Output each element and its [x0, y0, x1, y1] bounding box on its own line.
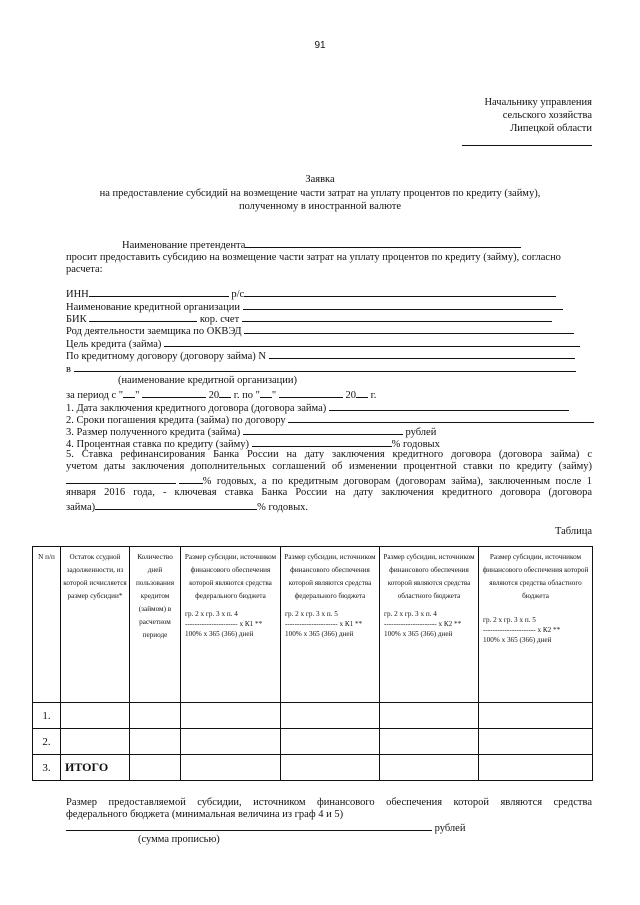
item-4-field[interactable] [252, 437, 392, 447]
rs-label: р/с [231, 289, 245, 300]
header-days-label: Количество дней пользования кредитом (займом) в расчетном периоде [135, 553, 175, 639]
table-cell[interactable] [380, 703, 479, 729]
period-to-day[interactable] [260, 388, 272, 398]
formula-denominator: 100% х 365 (366) дней [185, 630, 254, 638]
table-cell[interactable] [61, 729, 130, 755]
contract-field[interactable] [269, 349, 575, 359]
applicant-text-2: расчета: [66, 264, 103, 275]
item-5-rate-field[interactable] [66, 474, 176, 484]
okved-row [66, 324, 574, 338]
header-fed-5-label: Размер субсидии, источником финансового обеспечения которой являются средства федерального бюджета [284, 553, 376, 600]
item-5-line-5-row [66, 500, 308, 514]
item-3-field[interactable] [243, 425, 403, 435]
item-3-label: 3. Размер полученного кредита (займа) [66, 427, 241, 438]
table-cell[interactable] [181, 755, 281, 781]
period-from-year[interactable] [219, 388, 231, 398]
item-5-rate-field-2[interactable] [179, 474, 203, 484]
total-label: ИТОГО [61, 755, 130, 781]
header-fed-4-formula [182, 609, 279, 639]
formula-divider: ---------------------- х К1 ** [185, 620, 263, 628]
okved-field[interactable] [244, 324, 574, 334]
footer-line-1: Размер предоставляемой субсидии, источником финансового обеспечения которой являются средства [66, 797, 592, 808]
title-line-3: полученному в иностранной валюте [238, 201, 402, 212]
item-5-line-3: % годовых, а по кредитным договорам (договорам займа), заключенным после 1 [202, 476, 592, 487]
kor-field[interactable] [242, 312, 552, 322]
header-fed-5-formula [282, 609, 378, 639]
bik-label: БИК [66, 314, 87, 325]
item-5-line-3-row [66, 474, 592, 488]
inn-row [66, 287, 556, 301]
row-number: 3. [33, 755, 61, 781]
header-cell-num [33, 547, 61, 703]
title-line-2: на предоставление субсидий на возмещение части затрат на уплату процентов по кредиту (займу), [99, 187, 541, 199]
period-row [66, 388, 376, 402]
header-cell-balance [61, 547, 130, 703]
period-from-day[interactable] [123, 388, 135, 398]
bank-row [66, 362, 576, 376]
formula-numerator: гр. 2 х гр. 3 х п. 4 [384, 610, 437, 618]
period-from-month[interactable] [142, 388, 206, 398]
table-cell[interactable] [281, 729, 380, 755]
period-to-year[interactable] [356, 388, 368, 398]
applicant-text-1: просит предоставить субсидию на возмещение части затрат на уплату процентов по кредиту (займу), согласно [66, 252, 561, 263]
subsidy-table [32, 546, 593, 781]
credit-org-note: (наименование кредитной организации) [118, 375, 297, 386]
header-num-label: N п/п [38, 553, 55, 561]
bank-field[interactable] [74, 362, 576, 372]
kor-label: кор. счет [199, 314, 240, 325]
item-5-line-5-label: займа) [66, 502, 96, 513]
header-cell-reg-4 [380, 547, 479, 703]
footer-amount-row [66, 821, 465, 835]
addressee-signature-line [462, 145, 592, 146]
header-balance-label: Остаток ссудной задолженности, из которой исчисляется размер субсидии* [63, 553, 127, 600]
item-5-line-1: 5. Ставка рефинансирования Банка России на дату заключения кредитного договора (договора займа) с [66, 449, 592, 460]
table-cell[interactable] [130, 703, 181, 729]
rs-field[interactable] [244, 287, 556, 297]
formula-numerator: гр. 2 х гр. 3 х п. 4 [185, 610, 238, 618]
header-fed-4-label: Размер субсидии, источником финансового обеспечения которой являются средства федерального бюджета [184, 553, 277, 600]
footer-note: (сумма прописью) [138, 834, 220, 845]
table-cell[interactable] [479, 755, 593, 781]
period-from-label: за период с " [66, 390, 124, 401]
item-5-line-2: учетом даты заключения дополнительных соглашений об изменении процентной ставки по кредиту (займу) [66, 461, 592, 472]
table-row [33, 703, 593, 729]
credit-org-field[interactable] [243, 300, 563, 310]
header-reg-5-formula [480, 615, 591, 645]
page-number: 91 [314, 40, 326, 51]
table-cell[interactable] [130, 755, 181, 781]
goal-label: Цель кредита (займа) [66, 339, 162, 350]
header-reg-5-label: Размер субсидии, источником финансового обеспечения которой являются средства областного бюджета [482, 553, 589, 600]
inn-label: ИНН [66, 289, 89, 300]
period-year-suffix: г. [370, 390, 377, 401]
table-row [33, 729, 593, 755]
header-cell-days [130, 547, 181, 703]
contract-label: По кредитному договору (договору займа) N [66, 351, 266, 362]
table-cell[interactable] [281, 703, 380, 729]
applicant-field[interactable] [245, 238, 521, 248]
row-number: 1. [33, 703, 61, 729]
item-1-field[interactable] [329, 401, 569, 411]
bik-field[interactable] [89, 312, 197, 322]
addressee-line-2: сельского хозяйства [502, 110, 592, 121]
table-cell[interactable] [479, 729, 593, 755]
addressee-line-3: Липецкой области [510, 123, 592, 134]
table-cell[interactable] [380, 755, 479, 781]
item-2-label: 2. Сроки погашения кредита (займа) по договору [66, 415, 286, 426]
table-header-row [33, 547, 593, 703]
period-from-year-prefix: 20 [208, 390, 220, 401]
inn-field[interactable] [89, 287, 229, 297]
table-cell[interactable] [61, 703, 130, 729]
formula-denominator: 100% х 365 (366) дней [384, 630, 453, 638]
item-4-unit: % годовых [391, 439, 440, 450]
document-title [0, 173, 640, 214]
period-to-year-prefix: 20 [345, 390, 356, 401]
formula-divider: ---------------------- х К1 ** [285, 620, 363, 628]
period-to-label: г. по " [233, 390, 260, 401]
table-cell[interactable] [281, 755, 380, 781]
table-cell[interactable] [181, 703, 281, 729]
item-5-key-rate-field[interactable] [95, 500, 257, 510]
formula-denominator: 100% х 365 (366) дней [285, 630, 354, 638]
formula-divider: ---------------------- х К2 ** [384, 620, 462, 628]
v-label: в [66, 364, 71, 375]
footer-line-2: федерального бюджета (минимальная величина из граф 4 и 5) [66, 809, 344, 820]
header-cell-fed-4 [181, 547, 281, 703]
formula-numerator: гр. 2 х гр. 3 х п. 5 [285, 610, 338, 618]
item-1-label: 1. Дата заключения кредитного договора (договора займа) [66, 403, 327, 414]
addressee-line-1: Начальнику управления [484, 97, 592, 108]
table-total-row [33, 755, 593, 781]
header-cell-fed-5 [281, 547, 380, 703]
okved-label: Род деятельности заемщика по ОКВЭД [66, 326, 242, 337]
table-cell[interactable] [181, 729, 281, 755]
item-3-unit: рублей [405, 427, 437, 438]
addressee-block [484, 96, 592, 135]
table-cell[interactable] [130, 729, 181, 755]
header-reg-4-formula [381, 609, 477, 639]
applicant-row [122, 238, 521, 252]
formula-denominator: 100% х 365 (366) дней [483, 636, 552, 644]
contract-row [66, 349, 575, 363]
title-line-1: Заявка [305, 174, 335, 185]
formula-numerator: гр. 2 х гр. 3 х п. 5 [483, 616, 536, 624]
item-2-field[interactable] [288, 413, 594, 423]
item-4-label: 4. Процентная ставка по кредиту (займу) [66, 439, 249, 450]
table-cell[interactable] [479, 703, 593, 729]
item-5-line-5-unit: % годовых. [257, 502, 309, 513]
header-cell-reg-5 [479, 547, 593, 703]
period-to-month[interactable] [279, 388, 343, 398]
row-number: 2. [33, 729, 61, 755]
applicant-label: Наименование претендента [122, 240, 246, 251]
goal-field[interactable] [164, 337, 580, 347]
header-reg-4-label: Размер субсидии, источником финансового обеспечения которой являются средства областного бюджета [383, 553, 475, 600]
formula-divider: ---------------------- х К2 ** [483, 626, 561, 634]
period-quote-1: " [135, 390, 140, 401]
period-quote-2: " [271, 390, 277, 401]
table-cell[interactable] [380, 729, 479, 755]
footer-unit: рублей [434, 823, 466, 834]
item-5-line-4: января 2016 года, - ключевая ставка Банка России на дату заключения кредитного договора (договора [66, 487, 592, 498]
footer-amount-field[interactable] [66, 821, 432, 831]
table-caption: Таблица [554, 526, 592, 537]
credit-org-label: Наименование кредитной организации [66, 302, 240, 313]
